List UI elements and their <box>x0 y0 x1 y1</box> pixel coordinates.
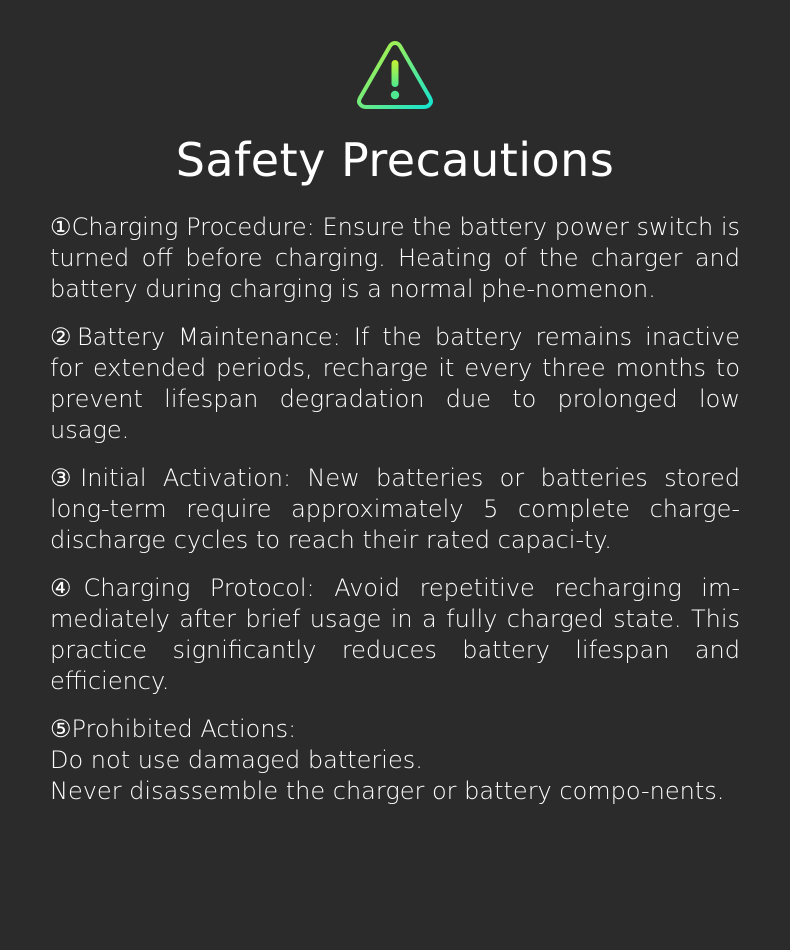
warning-triangle-icon <box>355 38 435 110</box>
section-heading-line <box>50 714 740 745</box>
section-number: ② <box>50 323 77 351</box>
section-heading: Charging Protocol: <box>83 574 315 602</box>
page-title: Safety Precautions <box>175 133 615 187</box>
section-number: ① <box>50 213 72 241</box>
prohibited-item: Do not use damaged batteries. <box>50 746 423 774</box>
section-text: Avoid repetitive recharging im-mediately after brief usage in a fully charged state. This practice significantly reduces battery lifespan and efficiency. <box>50 574 740 695</box>
section-heading: Prohibited Actions: <box>71 715 297 743</box>
section-text: If the battery remains inactive for extended periods, recharge it every three months to prevent lifespan degradation due to prolonged low usage. <box>50 323 740 444</box>
section-charging-procedure <box>50 212 740 305</box>
section-heading: Initial Activation: <box>80 464 292 492</box>
section-number: ④ <box>50 574 84 602</box>
section-battery-maintenance <box>50 322 740 446</box>
precautions-list <box>50 212 740 824</box>
section-heading: Charging Procedure: <box>71 213 315 241</box>
section-charging-protocol <box>50 573 740 697</box>
section-text: New batteries or batteries stored long-term require approximately 5 complete charge-discharge cycles to reach their rated capaci-ty. <box>50 464 741 554</box>
section-prohibited-actions <box>50 714 740 807</box>
prohibited-item: Never disassemble the charger or battery compo-nents. <box>50 777 725 805</box>
section-number: ⑤ <box>50 715 72 743</box>
section-heading: Battery Maintenance: <box>76 323 341 351</box>
section-number: ③ <box>50 464 81 492</box>
section-text: Ensure the battery power switch is turned off before charging. Heating of the charger and battery during charging is a normal phe-nomenon. <box>50 213 741 303</box>
section-initial-activation <box>50 463 740 556</box>
